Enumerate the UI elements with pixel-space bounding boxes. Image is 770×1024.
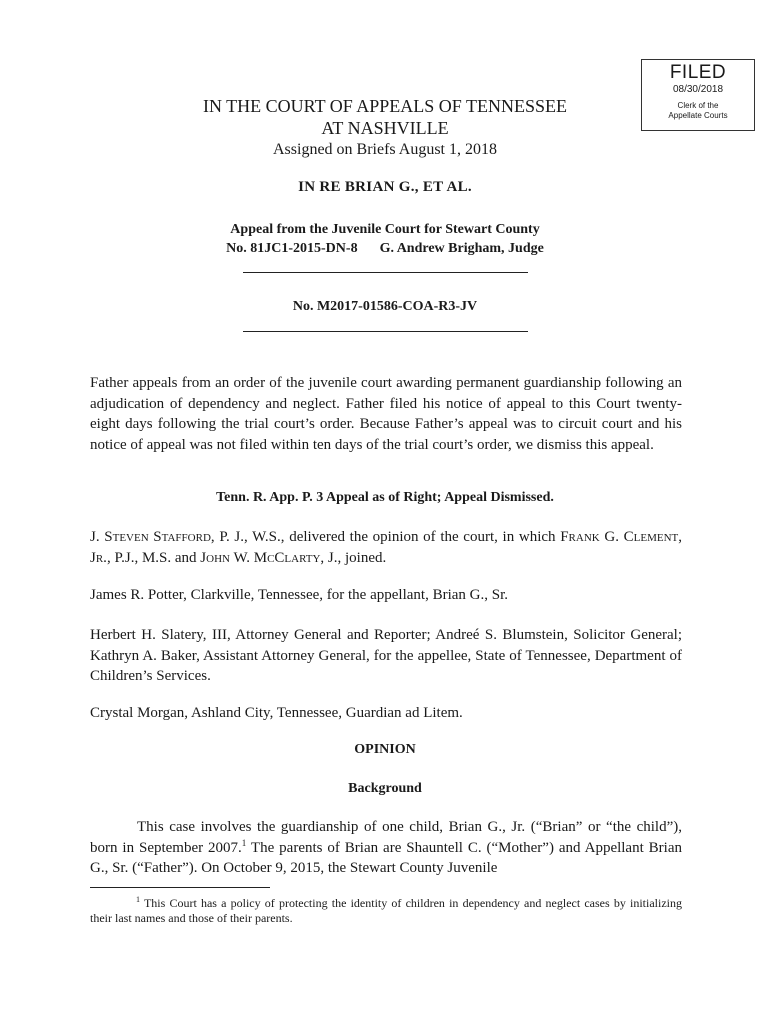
body-text: The parents of Brian are Shauntell C. (“Mother”) and Appellant Brian G., Sr. (“Father”). On October 9, 2015, the Stewart County Juvenile (90, 839, 682, 876)
panel-statement (90, 527, 682, 568)
footnote-marker: 1 (136, 895, 140, 904)
trial-docket-number: No. 81JC1-2015-DN-8 (226, 241, 358, 256)
filed-stamp-clerk-line1: Clerk of the (677, 101, 719, 110)
case-summary: Father appeals from an order of the juvenile court awarding permanent guardianship following an adjudication of dependency and neglect. Father filed his notice of appeal to this Court twenty-eight days following the trial court’s order. Because Father’s appeal was to circuit court and his notice of appeal was not filed within ten days of the trial court’s order, we dismiss this appeal. (90, 375, 682, 453)
footnote-separator (90, 887, 270, 888)
footnote-text: This Court has a policy of protecting the identity of children in dependency and neglect cases by initializing their last names and those of their parents. (90, 896, 682, 925)
appellee-counsel: Herbert H. Slatery, III, Attorney General and Reporter; Andreé S. Blumstein, Solicitor General; Kathryn A. Baker, Assistant Attorney General, for the appellee, State of Tennessee, Department of Children’s Services. (90, 627, 682, 684)
body-paragraph (90, 817, 682, 879)
footnote (90, 896, 682, 926)
appellant-counsel: James R. Potter, Clarkville, Tennessee, for the appellant, Brian G., Sr. (90, 587, 508, 603)
opinion-heading: OPINION (354, 742, 416, 757)
assigned-date: Assigned on Briefs August 1, 2018 (273, 141, 497, 158)
panel-judge: John W. McClarty (200, 549, 321, 566)
footnote-reference[interactable]: 1 (241, 837, 247, 848)
filed-stamp-title: FILED (669, 62, 727, 83)
holding: Tenn. R. App. P. 3 Appeal as of Right; Appeal Dismissed. (216, 490, 554, 505)
panel-judge-title: , J., joined. (320, 549, 387, 566)
docket-line (0, 240, 770, 258)
filed-stamp-date: 08/30/2018 (672, 84, 724, 95)
panel-judge: Frank G. Clement, Jr. (90, 529, 683, 566)
panel-judge-title: , P.J., M.S. and (106, 549, 201, 566)
court-name: IN THE COURT OF APPEALS OF TENNESSEE (203, 96, 567, 116)
case-number: No. M2017-01586-COA-R3-JV (292, 299, 478, 314)
authoring-judge: J. Steven Stafford (90, 529, 211, 545)
authoring-judge-title: , P. J., W.S., delivered the opinion of the court, in which (210, 529, 561, 545)
case-title: IN RE BRIAN G., ET AL. (298, 179, 472, 195)
appeal-from: Appeal from the Juvenile Court for Stewart County (230, 222, 540, 237)
background-heading: Background (348, 781, 422, 796)
divider-rule (243, 272, 528, 273)
body-text: This case involves the guardianship of one child, Brian G., Jr. (“Brian” or “the child”), born in September 2007. (90, 819, 682, 856)
filed-stamp-clerk-line2: Appellate Courts (668, 111, 728, 120)
guardian-ad-litem: Crystal Morgan, Ashland City, Tennessee, Guardian ad Litem. (90, 705, 463, 721)
court-location: AT NASHVILLE (321, 118, 449, 138)
trial-judge: G. Andrew Brigham, Judge (379, 241, 544, 256)
divider-rule (243, 331, 528, 332)
